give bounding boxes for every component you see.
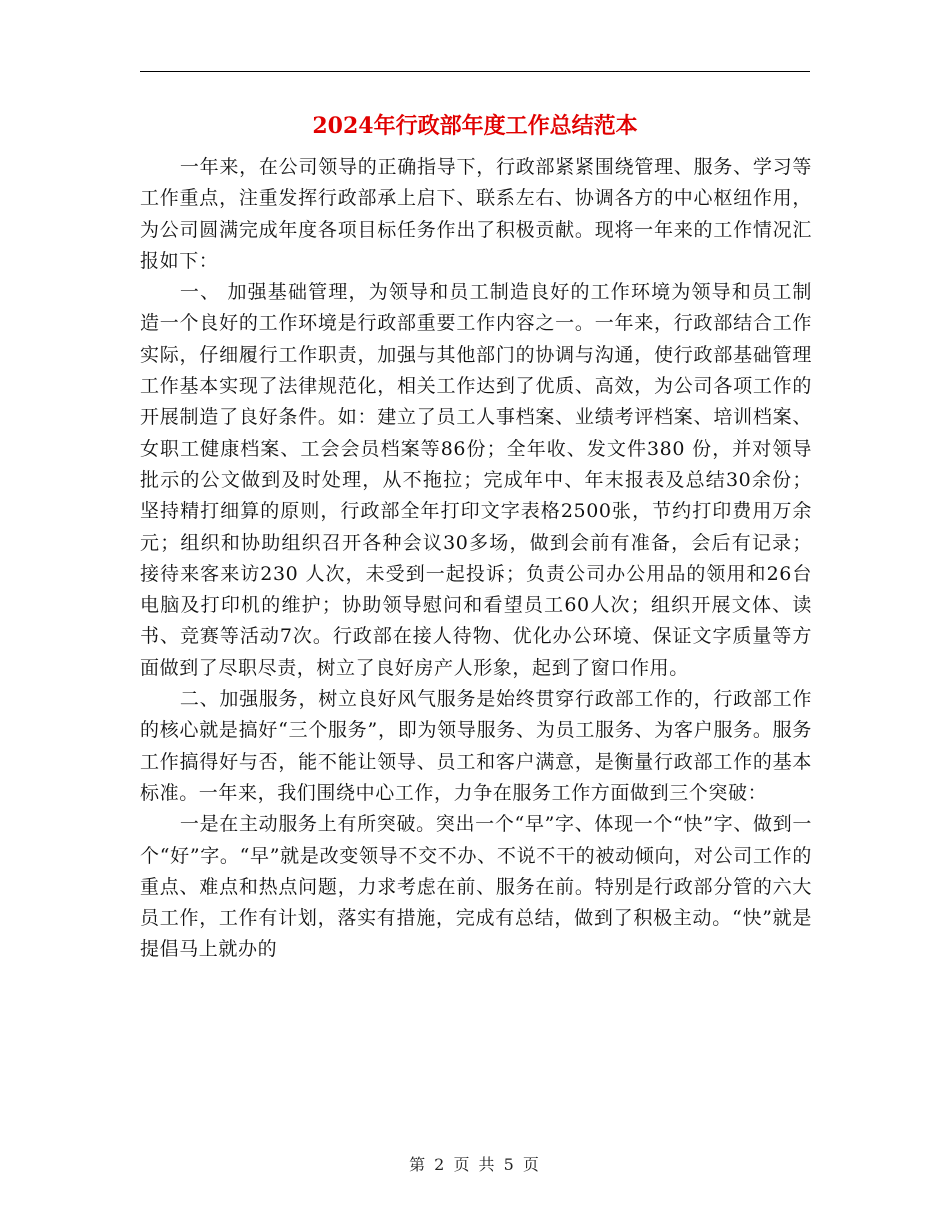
- page-number: 第 2 页 共 5 页: [409, 1155, 541, 1174]
- paragraph-intro: 一年来，在公司领导的正确指导下，行政部紧紧围绕管理、服务、学习等工作重点，注重发挥行政部承上启下、联系左右、协调各方的中心枢纽作用，为公司圆满完成年度各项目标任务作出了积极贡献。现将一年来的工作情况汇报如下：: [140, 156, 812, 272]
- paragraph-service-breakthrough: 一是在主动服务上有所突破。突出一个“早”字、体现一个“快”字、做到一个“好”字。“早”就是改变领导不交不办、不说不干的被动倾向，对公司工作的重点、难点和热点问题，力求考虑在前、服务在前。特别是行政部分管的六大员工作，工作有计划，落实有措施，完成有总结，做到了积极主动。“快”就是提倡马上就办的: [140, 813, 812, 961]
- paragraph-section-two: 二、加强服务，树立良好风气服务是始终贯穿行政部工作的，行政部工作的核心就是搞好“三个服务”，即为领导服务、为员工服务、为客户服务。服务工作搞得好与否，能不能让领导、员工和客户满意，是衡量行政部工作的基本标准。一年来，我们围绕中心工作，力争在服务工作方面做到三个突破：: [140, 688, 812, 804]
- header-rule: [140, 71, 810, 72]
- paragraph-section-one: 一、 加强基础管理，为领导和员工制造良好的工作环境为领导和员工制造一个良好的工作环境是行政部重要工作内容之一。一年来，行政部结合工作实际，仔细履行工作职责，加强与其他部门的协调与沟通，使行政部基础管理工作基本实现了法律规范化，相关工作达到了优质、高效，为公司各项工作的开展制造了良好条件。如：建立了员工人事档案、业绩考评档案、培训档案、女职工健康档案、工会会员档案等86份；全年收、发文件380 份，并对领导批示的公文做到及时处理，从不拖拉；完成年中、年末报表及总结30余份；坚持精打细算的原则，行政部全年打印文字表格2500张，节约打印费用万余元；组织和协助组织召开各种会议30多场，做到会前有准备，会后有记录；接待来客来访230 人次，未受到一起投诉；负责公司办公用品的领用和26台电脑及打印机的维护；协助领导慰问和看望员工60人次；组织开展文体、读书、竞赛等活动7次。行政部在接人待物、优化办公环境、保证文字质量等方面做到了尽职尽责，树立了良好房产人形象，起到了窗口作用。: [140, 281, 812, 679]
- document-title: 2024年行政部年度工作总结范本: [312, 113, 638, 139]
- document-body: [140, 152, 812, 966]
